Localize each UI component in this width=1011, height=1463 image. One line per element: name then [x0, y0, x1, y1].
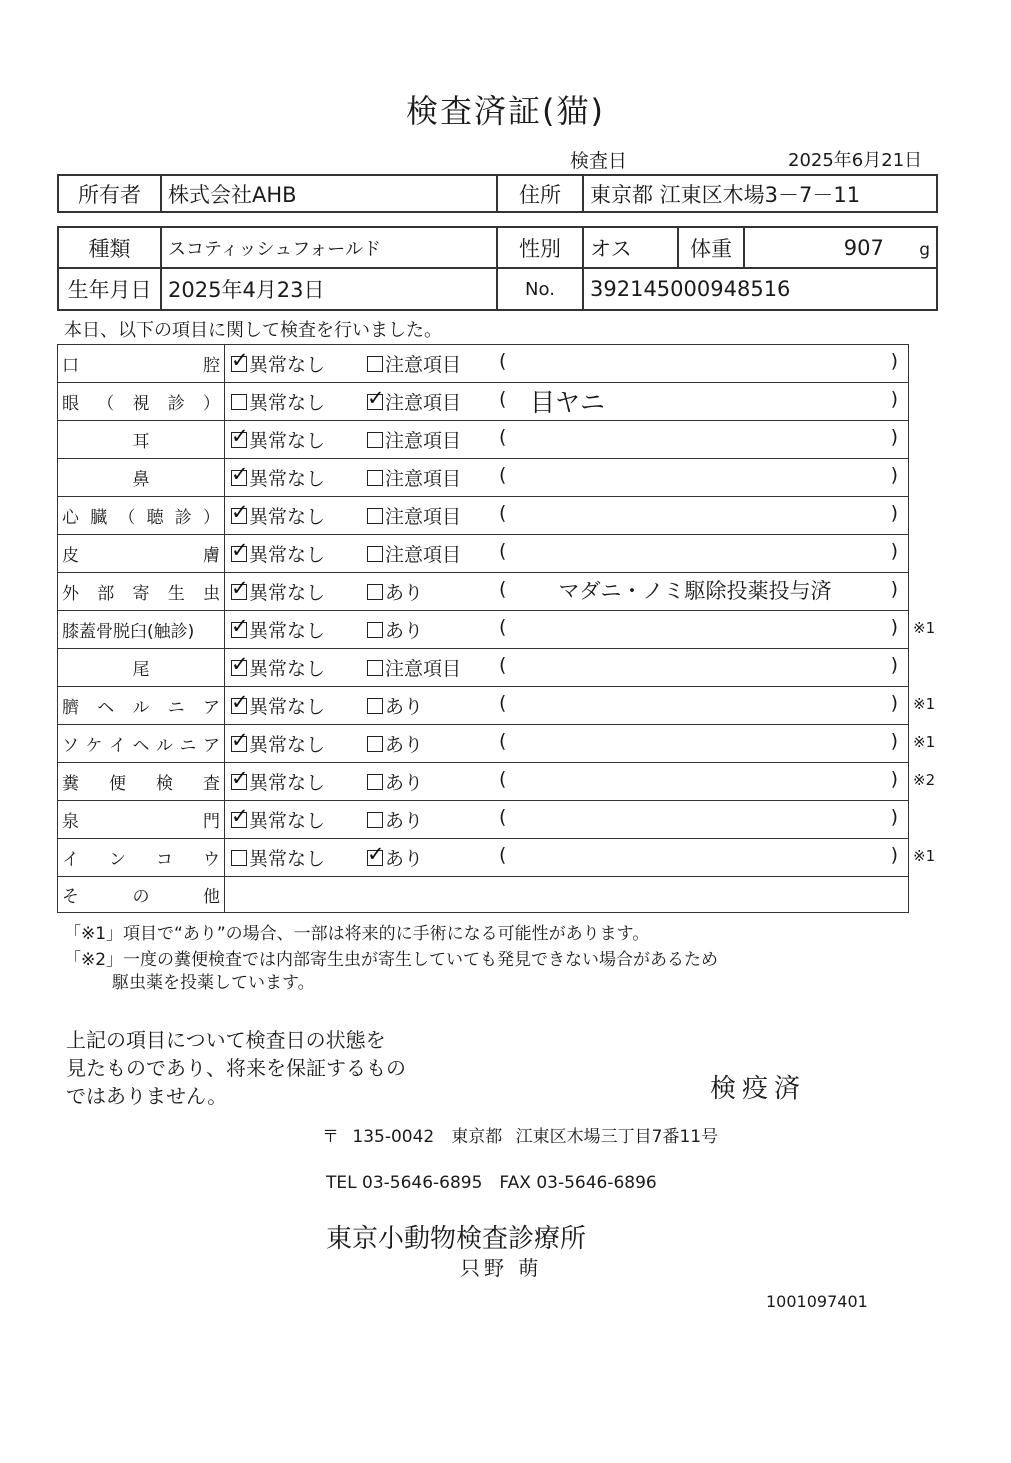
note-open-paren: ( [499, 388, 507, 410]
clinic-address: 〒 135-0042 東京都 江東区木場三丁目7番11号 [322, 1127, 719, 1147]
check-item-label: 泉 門 [62, 812, 220, 832]
option-normal[interactable] [231, 806, 325, 833]
check-item-name [58, 763, 225, 801]
option-abnormal-label: あり [385, 772, 424, 794]
vet-name: 只野 萌 [460, 1256, 543, 1280]
check-row [58, 535, 909, 573]
check-item-label: 皮 膚 [62, 546, 220, 566]
note-close-paren: ) [890, 844, 898, 866]
number-label: No. [497, 268, 583, 310]
note-open-paren: ( [499, 654, 507, 676]
check-item-name [58, 725, 225, 763]
check-item-name [58, 421, 225, 459]
option-normal[interactable] [231, 388, 325, 415]
option-abnormal[interactable] [367, 426, 461, 453]
checkbox-icon[interactable] [367, 470, 383, 486]
check-item-name [58, 801, 225, 839]
option-normal-label: 異常なし [249, 620, 326, 642]
checkbox-icon[interactable] [367, 812, 383, 828]
note-close-paren: ) [890, 768, 898, 790]
option-normal[interactable] [231, 768, 325, 795]
check-row [58, 649, 909, 687]
owner-value: 株式会社AHB [161, 175, 497, 212]
option-abnormal[interactable] [367, 616, 423, 643]
note-close-paren: ) [890, 350, 898, 372]
check-item-name [58, 649, 225, 687]
checkbox-icon[interactable] [231, 812, 247, 828]
checkbox-icon[interactable] [231, 622, 247, 638]
note-open-paren: ( [499, 464, 507, 486]
option-abnormal-label: あり [385, 696, 424, 718]
note-close-paren: ) [890, 464, 898, 486]
exam-date: 2025年6月21日 [788, 150, 923, 171]
note-close-paren: ) [890, 578, 898, 600]
checkbox-icon[interactable] [231, 736, 247, 752]
sex-label: 性別 [497, 227, 583, 268]
option-abnormal[interactable] [367, 768, 423, 795]
check-options [225, 497, 909, 535]
check-item-label: イ ン コ ウ [62, 850, 220, 870]
check-item-name [58, 383, 225, 421]
check-options [225, 535, 909, 573]
checkbox-icon[interactable] [367, 850, 383, 866]
option-abnormal-label: 注意項目 [385, 354, 462, 376]
check-row [58, 801, 909, 839]
breed-label: 種類 [58, 227, 161, 268]
pet-table [57, 226, 938, 311]
note-close-paren: ) [890, 616, 898, 638]
option-abnormal-label: あり [385, 810, 424, 832]
check-item-label: そ の 他 [62, 887, 220, 907]
note-open-paren: ( [499, 502, 507, 524]
note-close-paren: ) [890, 692, 898, 714]
option-abnormal-label: 注意項目 [385, 468, 462, 490]
exam-date-label: 検査日 [570, 150, 628, 172]
weight-label: 体重 [678, 227, 744, 268]
check-item-label: 眼 （ 視 診 ） [62, 394, 220, 414]
option-normal-label: 異常なし [249, 354, 326, 376]
option-abnormal[interactable] [367, 502, 461, 529]
check-note: マダニ・ノミ駆除投薬投与済 [558, 579, 832, 603]
disclaimer-line: 上記の項目について検査日の状態を [66, 1028, 386, 1052]
quarantine-stamp: 検疫済 [710, 1074, 807, 1104]
option-normal[interactable] [231, 540, 325, 567]
check-options [225, 801, 909, 839]
checkbox-icon[interactable] [231, 660, 247, 676]
footnote-2: 「※2」一度の糞便検査では内部寄生虫が寄生していても発見できない場合があるため [64, 950, 719, 970]
option-normal[interactable] [231, 616, 325, 643]
clinic-name: 東京小動物検査診療所 [326, 1224, 587, 1254]
check-options [225, 421, 909, 459]
footnote-2-cont: 駆虫薬を投薬しています。 [112, 973, 315, 993]
disclaimer [66, 1026, 406, 1110]
option-normal[interactable] [231, 578, 325, 605]
checkbox-icon[interactable] [367, 622, 383, 638]
option-abnormal[interactable] [367, 388, 461, 415]
check-row [58, 573, 909, 611]
disclaimer-line: ではありません。 [66, 1084, 228, 1108]
option-abnormal-label: あり [385, 734, 424, 756]
note-close-paren: ) [890, 502, 898, 524]
note-open-paren: ( [499, 350, 507, 372]
note-close-paren: ) [890, 388, 898, 410]
option-normal[interactable] [231, 654, 325, 681]
checkbox-icon[interactable] [367, 546, 383, 562]
option-abnormal[interactable] [367, 806, 423, 833]
option-abnormal-label: 注意項目 [385, 506, 462, 528]
option-abnormal[interactable] [367, 730, 423, 757]
check-row [58, 421, 909, 459]
check-row [58, 839, 909, 877]
option-normal[interactable] [231, 730, 325, 757]
check-item-name [58, 687, 225, 725]
check-row [58, 763, 909, 801]
weight-value: 907 [843, 235, 884, 260]
checkbox-icon[interactable] [367, 394, 383, 410]
checkbox-icon[interactable] [367, 698, 383, 714]
sex-value: オス [583, 227, 678, 268]
checkbox-icon[interactable] [231, 584, 247, 600]
option-abnormal-label: 注意項目 [385, 544, 462, 566]
owner-table [57, 174, 938, 213]
checkbox-icon[interactable] [231, 698, 247, 714]
serial-number: 1001097401 [766, 1292, 868, 1311]
option-abnormal[interactable] [367, 844, 423, 871]
option-abnormal[interactable] [367, 540, 461, 567]
check-item-label: 膝蓋骨脱臼(触診) [62, 622, 195, 642]
option-normal-label: 異常なし [249, 696, 326, 718]
check-item-name [58, 535, 225, 573]
document-title: 検査済証(猫) [406, 92, 605, 130]
other-note [225, 877, 909, 913]
disclaimer-line: 見たものであり、将来を保証するもの [66, 1056, 406, 1080]
checkbox-icon[interactable] [231, 774, 247, 790]
option-normal[interactable] [231, 692, 325, 719]
check-item-label: 鼻 [132, 470, 150, 490]
checkbox-icon[interactable] [231, 356, 247, 372]
checkbox-icon[interactable] [367, 356, 383, 372]
option-normal[interactable] [231, 426, 325, 453]
option-normal-label: 異常なし [249, 430, 326, 452]
note-open-paren: ( [499, 730, 507, 752]
check-item-name [58, 611, 225, 649]
note-open-paren: ( [499, 844, 507, 866]
note-open-paren: ( [499, 616, 507, 638]
address-value: 東京都 江東区木場3－7－11 [583, 175, 937, 212]
weight-cell [744, 227, 937, 268]
check-item-label: 耳 [132, 432, 150, 452]
option-normal[interactable] [231, 502, 325, 529]
option-abnormal-label: 注意項目 [385, 392, 462, 414]
check-item-label: 口 腔 [62, 356, 220, 376]
check-item-label: ソ ケ イ ヘ ル ニ ア [62, 736, 220, 756]
checkbox-icon[interactable] [367, 508, 383, 524]
check-row [58, 345, 909, 383]
footnote-mark: ※2 [913, 771, 936, 789]
check-options [225, 459, 909, 497]
checkbox-icon[interactable] [231, 470, 247, 486]
option-normal-label: 異常なし [249, 810, 326, 832]
option-normal-label: 異常なし [249, 734, 326, 756]
option-abnormal-label: あり [385, 848, 424, 870]
footnote-mark: ※1 [913, 695, 936, 713]
check-options [225, 383, 909, 421]
check-options [225, 839, 909, 877]
note-close-paren: ) [890, 426, 898, 448]
check-options [225, 687, 909, 725]
check-options [225, 345, 909, 383]
option-abnormal[interactable] [367, 654, 461, 681]
checkbox-icon[interactable] [231, 394, 247, 410]
note-close-paren: ) [890, 806, 898, 828]
option-normal[interactable] [231, 464, 325, 491]
weight-unit: g [919, 239, 930, 260]
option-normal-label: 異常なし [249, 544, 326, 566]
birth-value: 2025年4月23日 [161, 268, 497, 310]
check-item-name [58, 877, 225, 913]
check-item-label: 心 臓 （ 聴 診 ） [62, 508, 220, 528]
check-options [225, 649, 909, 687]
check-item-name [58, 573, 225, 611]
check-options [225, 573, 909, 611]
check-row [58, 725, 909, 763]
check-item-label: 外 部 寄 生 虫 [62, 584, 220, 604]
checkbox-icon[interactable] [231, 850, 247, 866]
option-normal[interactable] [231, 350, 325, 377]
checkbox-icon[interactable] [367, 584, 383, 600]
check-row [58, 611, 909, 649]
check-item-name [58, 345, 225, 383]
check-row [58, 383, 909, 421]
checkbox-icon[interactable] [231, 508, 247, 524]
footnote-mark: ※1 [913, 619, 936, 637]
option-normal-label: 異常なし [249, 658, 326, 680]
intro-text: 本日、以下の項目に関して検査を行いました。 [64, 320, 442, 341]
checkbox-icon[interactable] [367, 736, 383, 752]
note-open-paren: ( [499, 578, 507, 600]
checkbox-icon[interactable] [367, 432, 383, 448]
check-options [225, 763, 909, 801]
checkbox-icon[interactable] [367, 774, 383, 790]
checkbox-icon[interactable] [231, 432, 247, 448]
note-close-paren: ) [890, 730, 898, 752]
check-row [58, 687, 909, 725]
footnote-1: 「※1」項目で“あり”の場合、一部は将来的に手術になる可能性があります。 [64, 924, 650, 944]
option-abnormal[interactable] [367, 464, 461, 491]
option-normal-label: 異常なし [249, 506, 326, 528]
footnote-mark: ※1 [913, 733, 936, 751]
option-abnormal-label: あり [385, 620, 424, 642]
check-item-name [58, 497, 225, 535]
note-open-paren: ( [499, 768, 507, 790]
option-normal-label: 異常なし [249, 468, 326, 490]
checkbox-icon[interactable] [367, 660, 383, 676]
checkbox-icon[interactable] [231, 546, 247, 562]
option-abnormal-label: あり [385, 582, 424, 604]
option-abnormal[interactable] [367, 350, 461, 377]
option-abnormal[interactable] [367, 578, 423, 605]
owner-label: 所有者 [58, 175, 161, 212]
footnote-mark: ※1 [913, 847, 936, 865]
option-normal-label: 異常なし [249, 848, 326, 870]
check-options [225, 611, 909, 649]
note-open-paren: ( [499, 806, 507, 828]
note-open-paren: ( [499, 692, 507, 714]
check-item-name [58, 459, 225, 497]
option-normal-label: 異常なし [249, 582, 326, 604]
breed-value: スコティッシュフォールド [161, 227, 497, 268]
check-note: 目ヤニ [530, 388, 606, 417]
check-item-label: 糞 便 検 査 [62, 774, 220, 794]
option-abnormal[interactable] [367, 692, 423, 719]
option-abnormal-label: 注意項目 [385, 430, 462, 452]
option-normal-label: 異常なし [249, 392, 326, 414]
clinic-phone: TEL 03-5646-6895 FAX 03-5646-6896 [326, 1173, 657, 1193]
check-item-label: 尾 [132, 660, 150, 680]
option-abnormal-label: 注意項目 [385, 658, 462, 680]
note-open-paren: ( [499, 540, 507, 562]
check-row [58, 459, 909, 497]
check-item-name [58, 839, 225, 877]
address-label: 住所 [497, 175, 583, 212]
note-close-paren: ) [890, 654, 898, 676]
birth-label: 生年月日 [58, 268, 161, 310]
option-normal-label: 異常なし [249, 772, 326, 794]
check-row [58, 497, 909, 535]
note-close-paren: ) [890, 540, 898, 562]
number-value: 392145000948516 [583, 268, 937, 310]
option-normal[interactable] [231, 844, 325, 871]
check-table [57, 344, 909, 913]
check-row-other [58, 877, 909, 913]
check-options [225, 725, 909, 763]
check-item-label: 臍 ヘ ル ニ ア [62, 698, 220, 718]
note-open-paren: ( [499, 426, 507, 448]
